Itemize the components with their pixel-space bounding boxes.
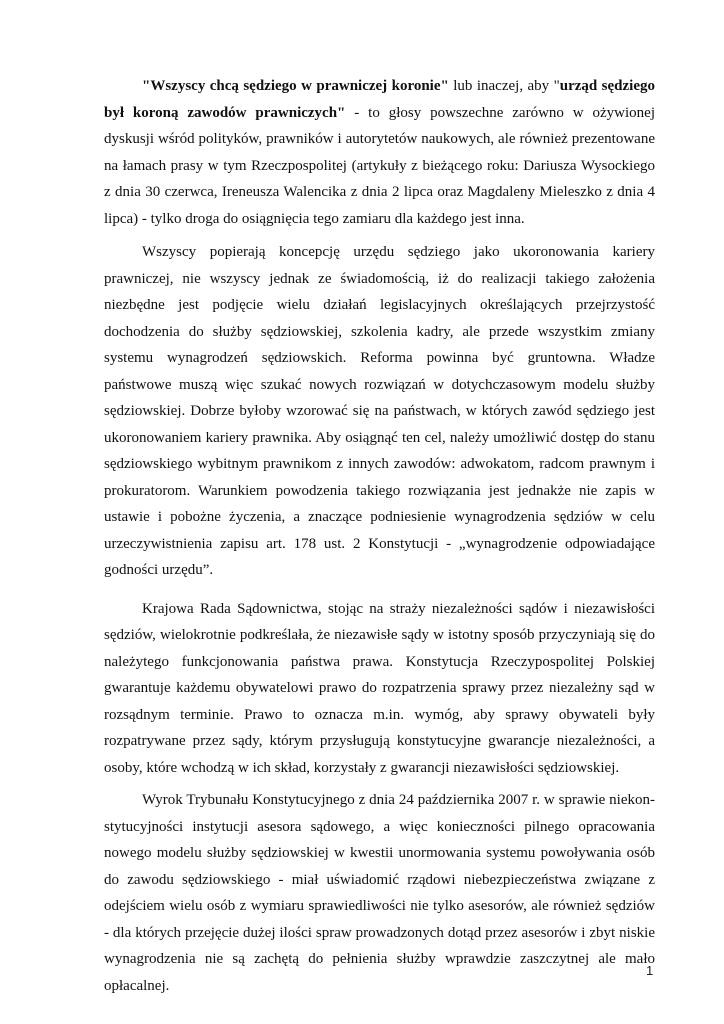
paragraph-1 bbox=[104, 73, 655, 232]
page-number: 1 bbox=[646, 963, 654, 978]
document-body bbox=[104, 73, 655, 999]
paragraph-4: Wyrok Trybunału Konstytucyjnego z dnia 24 października 2007 r. w sprawie niekonstytucyjności instytucji asesora sądowego, a więc konieczności pilnego opracowania nowego modelu służby sędziowskiej w kwestii unormowania systemu powoływania osób do zawodu sędziowskiego - miał uświadomić rządowi niebezpieczeństwa związane z odejściem wielu osób z wymiaru sprawiedliwości nie tylko asesorów, ale również sędziów - dla których przejęcie dużej ilości spraw prowadzonych dotąd przez asesorów i zbyt niskie wynagrodzenia nie są zachętą do pełnienia służby wprawdzie zaszczytnej ale mało opłacalnej. bbox=[104, 792, 655, 994]
paragraph-2: Wszyscy popierają koncepcję urzędu sędziego jako ukoronowania kariery prawniczej, nie wszyscy jednak ze świadomością, iż do realizacji takiego założenia niezbędne jest podjęcie wielu działań legislacyjnych określających przejrzystość dochodzenia do służby sędziowskiej, szkolenia kadry, ale przede wszystkim zmiany systemu wynagrodzeń sędziowskich. Reforma powinna być gruntowna. Władze państwowe muszą więc szukać nowych rozwiązań w dotychczasowym modelu służby sędziowskiej. Dobrze byłoby wzorować się na państwach, w których zawód sędziego jest ukoronowaniem kariery prawnika. Aby osiągnąć ten cel, należy umożliwić dostęp do stanu sędziowskiego wybitnym prawnikom z innych zawodów: adwokatom, radcom prawnym i prokuratorom. Warunkiem powodzenia takiego rozwiązania jest jednakże nie zapis w ustawie i pobożne życzenia, a znaczące podniesienie wynagrodzenia sędziów w celu urzeczywistnienia zapisu art. 178 ust. 2 Konstytucji - „wynagrodzenie odpowiadające godności urzędu”. bbox=[104, 244, 655, 578]
paragraph-1-text-1: lub inaczej, aby " bbox=[448, 78, 560, 94]
bold-quote-2: urząd sędziego był koroną zawodów prawniczych" bbox=[104, 78, 655, 121]
paragraph-1-text-2: - to głosy powszechne zarówno w ożywionej dyskusji wśród polityków, prawników i autorytetów naukowych, ale również prezentowane na łamach prasy w tym Rzeczpospolitej (artykuły z bieżącego roku: Dariusza Wysockiego z dnia 30 czerwca, Ireneusza Walencika z dnia 2 lipca oraz Magdaleny Mieleszko z dnia 4 lipca) - tylko droga do osiągnięcia tego zamiaru dla każdego jest inna. bbox=[104, 104, 655, 227]
bold-quote-1: "Wszyscy chcą sędziego w prawniczej koronie" bbox=[142, 78, 449, 94]
paragraph-3: Krajowa Rada Sądownictwa, stojąc na straży niezależności sądów i niezawisłości sędziów, wielokrotnie podkreślała, że niezawisłe sądy w istotny sposób przyczyniają się do należytego funkcjonowania państwa prawa. Konstytucja Rzeczypospolitej Polskiej gwarantuje każdemu obywatelowi prawo do rozpatrzenia sprawy przez niezależny sąd w rozsądnym terminie. Prawo to oznacza m.in. wymóg, aby sprawy obywateli były rozpatrywane przez sądy, którym przysługują konstytucyjne gwarancje niezależności, a osoby, które wchodzą w ich skład, korzystały z gwarancji niezawisłości sędziowskiej. bbox=[104, 600, 655, 776]
